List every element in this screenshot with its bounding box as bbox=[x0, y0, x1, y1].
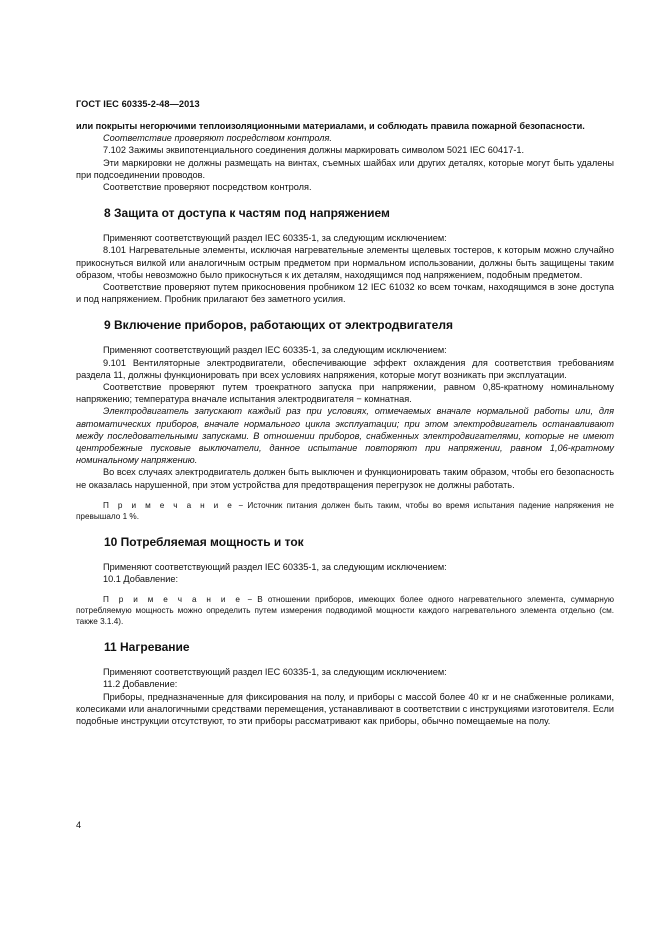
section-8-apply: Применяют соответствующий раздел IEC 60335-1, за следующим исключением: bbox=[103, 233, 447, 244]
section-10-heading: 10 Потребляемая мощность и ток bbox=[104, 534, 304, 549]
section-9-heading: 9 Включение приборов, работающих от электродвигателя bbox=[104, 318, 453, 333]
section-9-all-cases: Во всех случаях электродвигатель должен быть выключен и функционировать таким образом, чтобы его безопасность не оказалась нарушенной, при этом устройства для предотвращения перегрузок не должны работать. bbox=[76, 467, 614, 490]
page-number: 4 bbox=[76, 820, 82, 830]
document-body bbox=[76, 120, 614, 727]
clause-11-2: 11.2 Добавление: bbox=[103, 679, 178, 690]
section-11-heading: 11 Нагревание bbox=[104, 640, 190, 655]
section-8-compliance: Соответствие проверяют путем прикосновения пробником 12 IEC 61032 ко всем точкам, находящимся в зоне доступа и под напряжением. Пробник прилагают без заметного усилия. bbox=[76, 282, 614, 305]
section-10-note bbox=[76, 594, 614, 627]
intro-compliance-plain: Соответствие проверяют посредством контроля. bbox=[103, 182, 312, 193]
section-9-italic-paragraph: Электродвигатель запускают каждый раз при условиях, отмечаемых вначале нормальной работы или, для автоматических приборов, вначале нормального цикла эксплуатации; при этом электродвигатель останавливают между последовательными запусками. В отношении приборов, снабженных электродвигателями, которые не имеют центробежные пусковые выключатели, данное испытание повторяют при напряжении, равном 1,06-кратному номинальному напряжению. bbox=[76, 406, 614, 466]
markings-paragraph: Эти маркировки не должны размещать на винтах, съемных шайбах или других деталях, которые могут быть удалены при подсоединении проводов. bbox=[76, 157, 614, 180]
clause-10-1: 10.1 Добавление: bbox=[103, 574, 179, 585]
section-10-apply: Применяют соответствующий раздел IEC 60335-1, за следующим исключением: bbox=[103, 561, 447, 572]
clause-8-101: 8.101 Нагревательные элементы, исключая нагревательные элементы щелевых тостеров, к которым можно случайно прикоснуться вилкой или аналогичным острым предметом при нормальном использовании, должны быть защищены таким образом, чтобы невозможно было прикоснуться к их деталям, находящимся под напряжением, подобным предметом. bbox=[76, 245, 614, 280]
document-code-header: ГОСТ IEC 60335-2-48—2013 bbox=[76, 99, 200, 109]
intro-compliance-italic: Соответствие проверяют посредством контроля. bbox=[103, 133, 332, 144]
note-text: − Источник питания должен быть таким, чтобы во время испытания падение напряжения не превышало 1 %. bbox=[76, 500, 614, 521]
note-label: П р и м е ч а н и е bbox=[103, 595, 243, 605]
clause-9-101: 9.101 Вентиляторные электродвигатели, обеспечивающие эффект охлаждения для соответствия требованиям раздела 11, должны функционировать при всех условиях напряжения, которые могут возникать при эксплуатации. bbox=[76, 357, 614, 380]
section-9-note bbox=[76, 500, 614, 522]
note-label: П р и м е ч а н и е bbox=[103, 500, 235, 510]
intro-bold-paragraph: или покрыты негорючими теплоизоляционными материалами, и соблюдать правила пожарной безопасности. bbox=[76, 121, 585, 131]
note-text: − В отношении приборов, имеющих более одного нагревательного элемента, суммарную потребляемую мощность можно определить путем измерения подводимой мощности каждого нагревательного элемента отдельно (см. также 3.1.4). bbox=[76, 595, 614, 627]
clause-7-102: 7.102 Зажимы эквипотенциального соединения должны маркировать символом 5021 IEC 60417-1. bbox=[103, 145, 525, 156]
section-8-heading: 8 Защита от доступа к частям под напряжением bbox=[104, 206, 390, 221]
section-9-apply: Применяют соответствующий раздел IEC 60335-1, за следующим исключением: bbox=[103, 345, 447, 356]
section-11-apply: Применяют соответствующий раздел IEC 60335-1, за следующим исключением: bbox=[103, 667, 447, 678]
section-9-compliance: Соответствие проверяют путем троекратного запуска при напряжении, равном 0,85-кратному номинальному напряжению; температура вначале испытания электродвигателя − комнатная. bbox=[76, 382, 614, 405]
section-11-devices: Приборы, предназначенные для фиксирования на полу, и приборы с массой более 40 кг и не снабженные роликами, колесиками или аналогичными средствами перемещения, устанавливают в соответствии с инструкциями изготовителя. Если подобные инструкции отсутствуют, то эти приборы рассматривают как приборы, обычно помещаемые на полу. bbox=[76, 691, 614, 727]
